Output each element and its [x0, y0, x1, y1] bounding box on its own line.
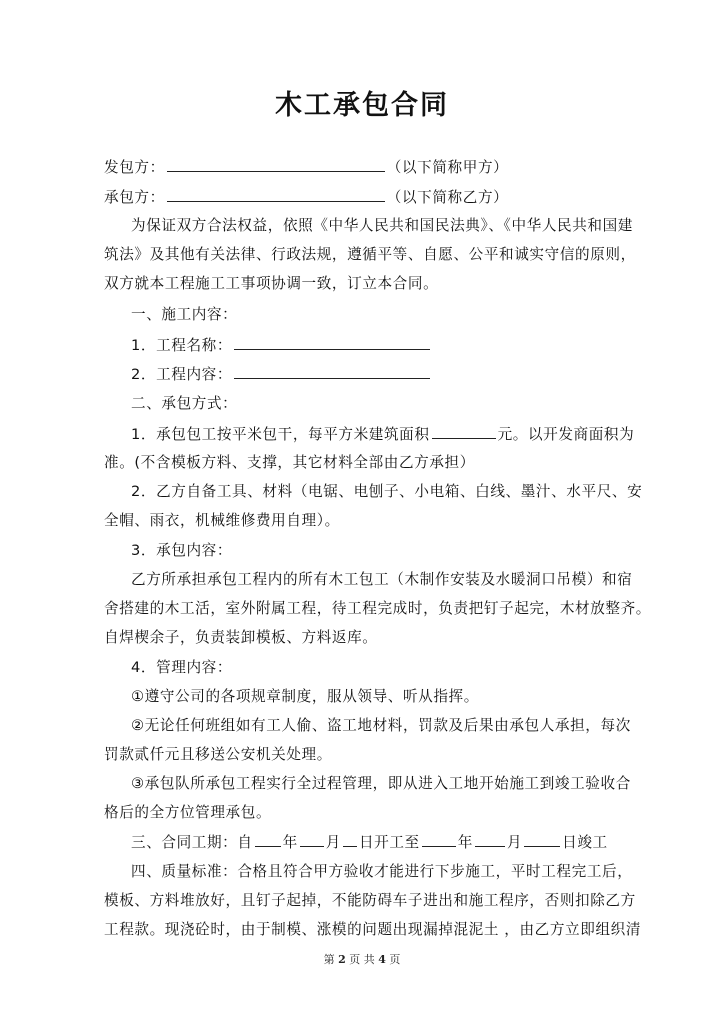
management-item-3: ③承包队所承包工程实行全过程管理，即从进入工地开始施工到竣工验收合 [131, 775, 631, 792]
project-name-blank [234, 335, 430, 350]
end-month-blank [475, 832, 505, 847]
scope-heading: 3．承包内容： [131, 542, 233, 559]
management-item-2: 罚款贰仟元且移送公安机关处理。 [104, 746, 332, 763]
party-b-label: 承包方： [104, 189, 165, 206]
project-content-line [131, 364, 432, 385]
party-b-suffix: （以下简称乙方） [386, 189, 509, 206]
contract-method-line [131, 424, 634, 445]
party-a-label: 发包方： [104, 159, 165, 176]
contract-period-line [131, 832, 608, 853]
management-item-2: ②无论任何班组如有工人偷、盗工地材料，罚款及后果由承包人承担，每次 [131, 717, 631, 734]
start-year-blank [255, 832, 281, 847]
tools-line: 全帽、雨衣，机械维修费用自理）。 [104, 512, 340, 529]
month-label: 月 [325, 834, 341, 851]
party-a-blank [167, 157, 385, 172]
party-a-suffix: （以下简称甲方） [386, 159, 509, 176]
price-blank [432, 424, 496, 439]
project-content-label: 2．工程内容： [131, 366, 233, 383]
year-label: 年 [457, 834, 473, 851]
quality-line: 四、质量标准：合格且符合甲方验收才能进行下步施工，平时工程完工后， [131, 863, 633, 880]
preamble-line: 为保证双方合法权益，依照《中华人民共和国民法典》、《中华人民共和国建 [131, 217, 633, 234]
end-label: 日竣工 [562, 834, 608, 851]
start-month-blank [300, 832, 324, 847]
management-item-1: ①遵守公司的各项规章制度，服从领导、听从指挥。 [131, 688, 479, 705]
month-label: 月 [506, 834, 523, 851]
project-name-line [131, 335, 432, 356]
end-day-blank [524, 832, 560, 847]
preamble-line: 筑法》及其他有关法律、行政法规，遵循平等、自愿、公平和诚实守信的原则， [104, 246, 636, 263]
party-b-blank [167, 187, 385, 202]
year-label: 年 [282, 834, 298, 851]
contract-method-text-b: 元。以开发商面积为 [497, 426, 635, 443]
management-item-3: 格后的全方位管理承包。 [104, 804, 272, 821]
footer-prefix: 第 [323, 953, 335, 966]
start-day-blank [343, 832, 357, 847]
contract-method-line: 准。(不含模板方料、支撑，其它材料全部由乙方承担） [104, 454, 475, 471]
page-footer [0, 951, 724, 967]
preamble-line: 双方就本工程施工工事项协调一致，订立本合同。 [104, 275, 439, 292]
project-content-blank [234, 364, 430, 379]
period-label: 三、合同工期：自 [131, 834, 253, 851]
management-heading: 4．管理内容： [131, 659, 233, 676]
footer-suffix: 页 [389, 953, 401, 966]
tools-line: 2．乙方自备工具、材料（电锯、电刨子、小电箱、白线、墨汁、水平尺、安 [131, 483, 643, 500]
start-label: 日开工至 [358, 834, 420, 851]
quality-line: 工程款。现浇砼时，由于制模、涨模的问题出现漏掉混泥土 ，由乙方立即组织清 [104, 921, 642, 938]
end-year-blank [422, 832, 456, 847]
party-b-line [104, 187, 508, 208]
section-2-heading: 二、承包方式： [131, 395, 238, 412]
party-a-line [104, 157, 508, 178]
section-1-heading: 一、施工内容： [131, 306, 238, 323]
document-title: 木工承包合同 [275, 90, 449, 121]
footer-middle: 页 共 [349, 953, 375, 966]
contract-method-text: 1．承包包工按平米包干，每平方米建筑面积 [131, 426, 430, 443]
scope-line: 乙方所承担承包工程内的所有木工包工（木制作安装及水暖洞口吊模）和宿 [131, 571, 633, 588]
quality-line: 模板、方料堆放好，且钉子起掉，不能防碍车子进出和施工程序，否则扣除乙方 [104, 892, 636, 909]
current-page-number: 2 [338, 953, 346, 966]
scope-line: 自焊楔余子，负责装卸模板、方料返库。 [104, 629, 378, 646]
scope-line: 舍搭建的木工活，室外附属工程，待工程完成时，负责把钉子起完，木材放整齐。 [104, 600, 651, 617]
project-name-label: 1．工程名称： [131, 337, 233, 354]
total-page-count: 4 [378, 953, 386, 966]
